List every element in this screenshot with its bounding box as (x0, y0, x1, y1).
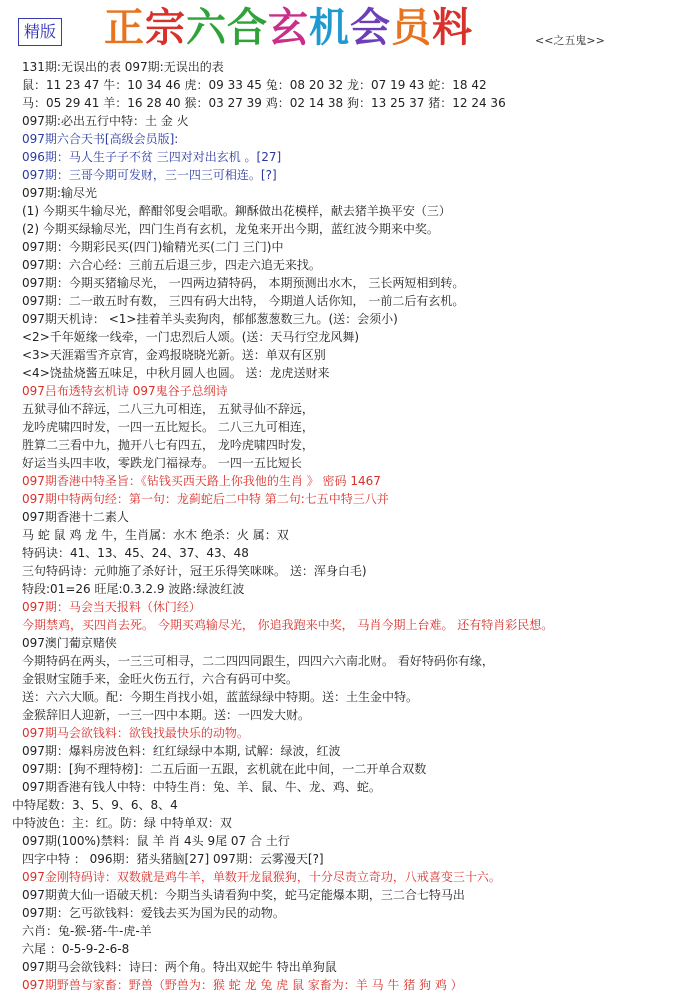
content-line: <2>千年姬缘一线牵，一门忠烈后人颂。(送：天马行空龙风舞) (22, 330, 360, 344)
content-line: 三句特码诗：元帅施了杀好计，冠王乐得笑咪咪。 送：浑身白毛) (22, 564, 367, 578)
content-line: 097期天机诗： <1>挂着羊头卖狗肉，郁郁葱葱数三九。(送：会须小) (22, 312, 398, 326)
title-char: 会 (350, 5, 391, 51)
content-line: 097期：爆料房波色料：红红绿绿中本期, 试解：绿波，红波 (22, 744, 341, 758)
premium-badge: 精版 (18, 18, 62, 46)
title-char: 正 (104, 5, 145, 51)
title-char: 六 (186, 5, 227, 51)
content-line: 097期：今期买猪输尽光， 一四两边猜特码， 本期预测出水木， 三长两短相到转。 (22, 276, 465, 290)
content-line: 四字中特 ： 096期：猪头猪脑[27] 097期：云雾漫天[?] (22, 852, 324, 866)
content-line: 今期特码在两头，一三三可相寻，二二四四同跟生，四四六六南北财。 看好特码你有缘， (22, 654, 494, 668)
content-line: 马 蛇 鼠 鸡 龙 牛，生肖属：水木 绝杀：火 属：双 (22, 528, 289, 542)
content-line: 097期野兽与家畜：野兽（野兽为：猴 蛇 龙 兔 虎 鼠 家畜为：羊 马 牛 猪 狗 鸡 ） (22, 978, 463, 992)
content-line: 097期：[狗不理特榜]：二五后面一五跟，玄机就在此中间，一二开单合双数 (22, 762, 427, 776)
title-char: 料 (432, 5, 473, 51)
content-line: 金猴辞旧人迎新，一三一四中本期。送：一四发大财。 (22, 708, 311, 722)
content-line: 鼠：11 23 47 牛：10 34 46 虎：09 33 45 兔：08 20 32 龙：07 19 43 蛇：18 42 (22, 78, 487, 92)
content-line: <4>饶盐烧酱五味足，中秋月圆人也圆。 送：龙虎送财来 (22, 366, 330, 380)
content-line: 097期：三哥今期可发财，三一四三可相连。[?] (22, 168, 277, 182)
content-line: <3>天涯霜雪齐京宵，金鸡报晓晓光新。送：单双有区别 (22, 348, 326, 362)
content-line: 五狱寻仙不辞远，二八三九可相连， 五狱寻仙不辞远， (22, 402, 314, 416)
content-line: 097期香港中特圣旨：《钻钱买西天路上你我他的生肖 》 密码 1467 (22, 474, 381, 488)
content-line: 097期香港有钱人中特：中特生肖：兔、羊、鼠、牛、龙、鸡、蛇。 (22, 780, 381, 794)
content-line: 金银财宝随手来，金旺火伤五行，六合有码可中奖。 (22, 672, 299, 686)
content-line: 六尾 ：0-5-9-2-6-8 (22, 942, 130, 956)
signature: <<之五鬼>> (535, 34, 605, 47)
content-line: (2) 今期买绿输尽光，四门生肖有玄机，龙兔来开出今期，蓝红波今期来中奖。 (22, 222, 439, 236)
content-line: 097期：今期彩民买(四门)输精光买(二门 三门)中 (22, 240, 284, 254)
content-line: 中特波色：主：红。防：绿 中特单双：双 (12, 816, 232, 830)
content-line: 097期：六合心经：三前五后退三步，四走六追无来找。 (22, 258, 321, 272)
content-line: 097期黄大仙一语破天机：今期当头请看狗中奖，蛇马定能爆本期，三二合七特马出 (22, 888, 465, 902)
title-char: 玄 (268, 5, 309, 51)
content-line: 097期:必出五行中特：土 金 火 (22, 114, 189, 128)
content-line: 097金刚特码诗：双数就是鸡牛羊，单数开龙鼠猴狗，十分尽责立奇功，八戒喜变三十六。 (22, 870, 501, 884)
content-line: 097澳门葡京赌侠 (22, 636, 117, 650)
content-line: 097期马会欲钱料：欲钱找最快乐的动物。 (22, 726, 249, 740)
content-line: 今期禁鸡，买四肖去死。 今期买鸡输尽光， 你追我跑来中奖， 马肖今期上台难。 还有特肖彩民想。 (22, 618, 554, 632)
content-line: 胜算二三看中九，抛开八七有四五， 龙吟虎啸四时发， (22, 438, 314, 452)
title-char: 合 (227, 5, 268, 51)
content-line: 龙吟虎啸四时发，一四一五比短长。 二八三九可相连， (22, 420, 314, 434)
content-line: 六肖：兔-猴-猪-牛-虎-羊 (22, 924, 152, 938)
title-char: 机 (309, 5, 350, 51)
content-line: 096期：马人生子子不贫 三四对对出玄机 。[27] (22, 150, 282, 164)
content-line: 送：六六大顺。配：今期生肖找小姐，蓝蓝绿绿中特期。送：土生金中特。 (22, 690, 419, 704)
content-line: 097期香港十二素人 (22, 510, 129, 524)
content-line: 097期：马会当天报料（休门经） (22, 600, 201, 614)
content-line: 097期:输尽光 (22, 186, 97, 200)
content-line: 中特尾数：3、5、9、6、8、4 (12, 798, 178, 812)
title-char: 宗 (145, 5, 186, 51)
title-char: 员 (391, 5, 432, 51)
content-line: 097期：乞丐欲钱料：爱钱去买为国为民的动物。 (22, 906, 285, 920)
page-title (104, 2, 473, 54)
content-line: 特码诀：41、13、45、24、37、43、48 (22, 546, 249, 560)
content-line: 特段:01=26 旺尾:0.3.2.9 波路:绿波红波 (22, 582, 245, 596)
content-line: 097期：二一敢五时有数， 三四有码大出特， 今期道人话你知， 一前二后有玄机。 (22, 294, 465, 308)
content-line: 097期六合天书[高级会员版]: (22, 132, 179, 146)
content-line: 马：05 29 41 羊：16 28 40 猴：03 27 39 鸡：02 14 38 狗：13 25 37 猪：12 24 36 (22, 96, 506, 110)
content-line: (1) 今期买牛输尽光，醉酣邻叟会唱歌。鉚酥做出花模样，献去猪羊换平安（三） (22, 204, 451, 218)
content-line: 097期(100%)禁料：鼠 羊 肖 4头 9尾 07 合 土行 (22, 834, 290, 848)
content-line: 097期马会欲钱料：诗曰：两个角。特出双蛇牛 特出单狗鼠 (22, 960, 337, 974)
content-line: 097吕布透特玄机诗 097鬼谷子总纲诗 (22, 384, 228, 398)
content-line: 好运当头四丰收，零跌龙门福禄寿。 一四一五比短长 (22, 456, 302, 470)
content-line: 097期中特两句经：第一句：龙蓟蛇后二中特 第二句:七五中特三八并 (22, 492, 389, 506)
content-line: 131期:无误出的表 097期:无误出的表 (22, 60, 224, 74)
